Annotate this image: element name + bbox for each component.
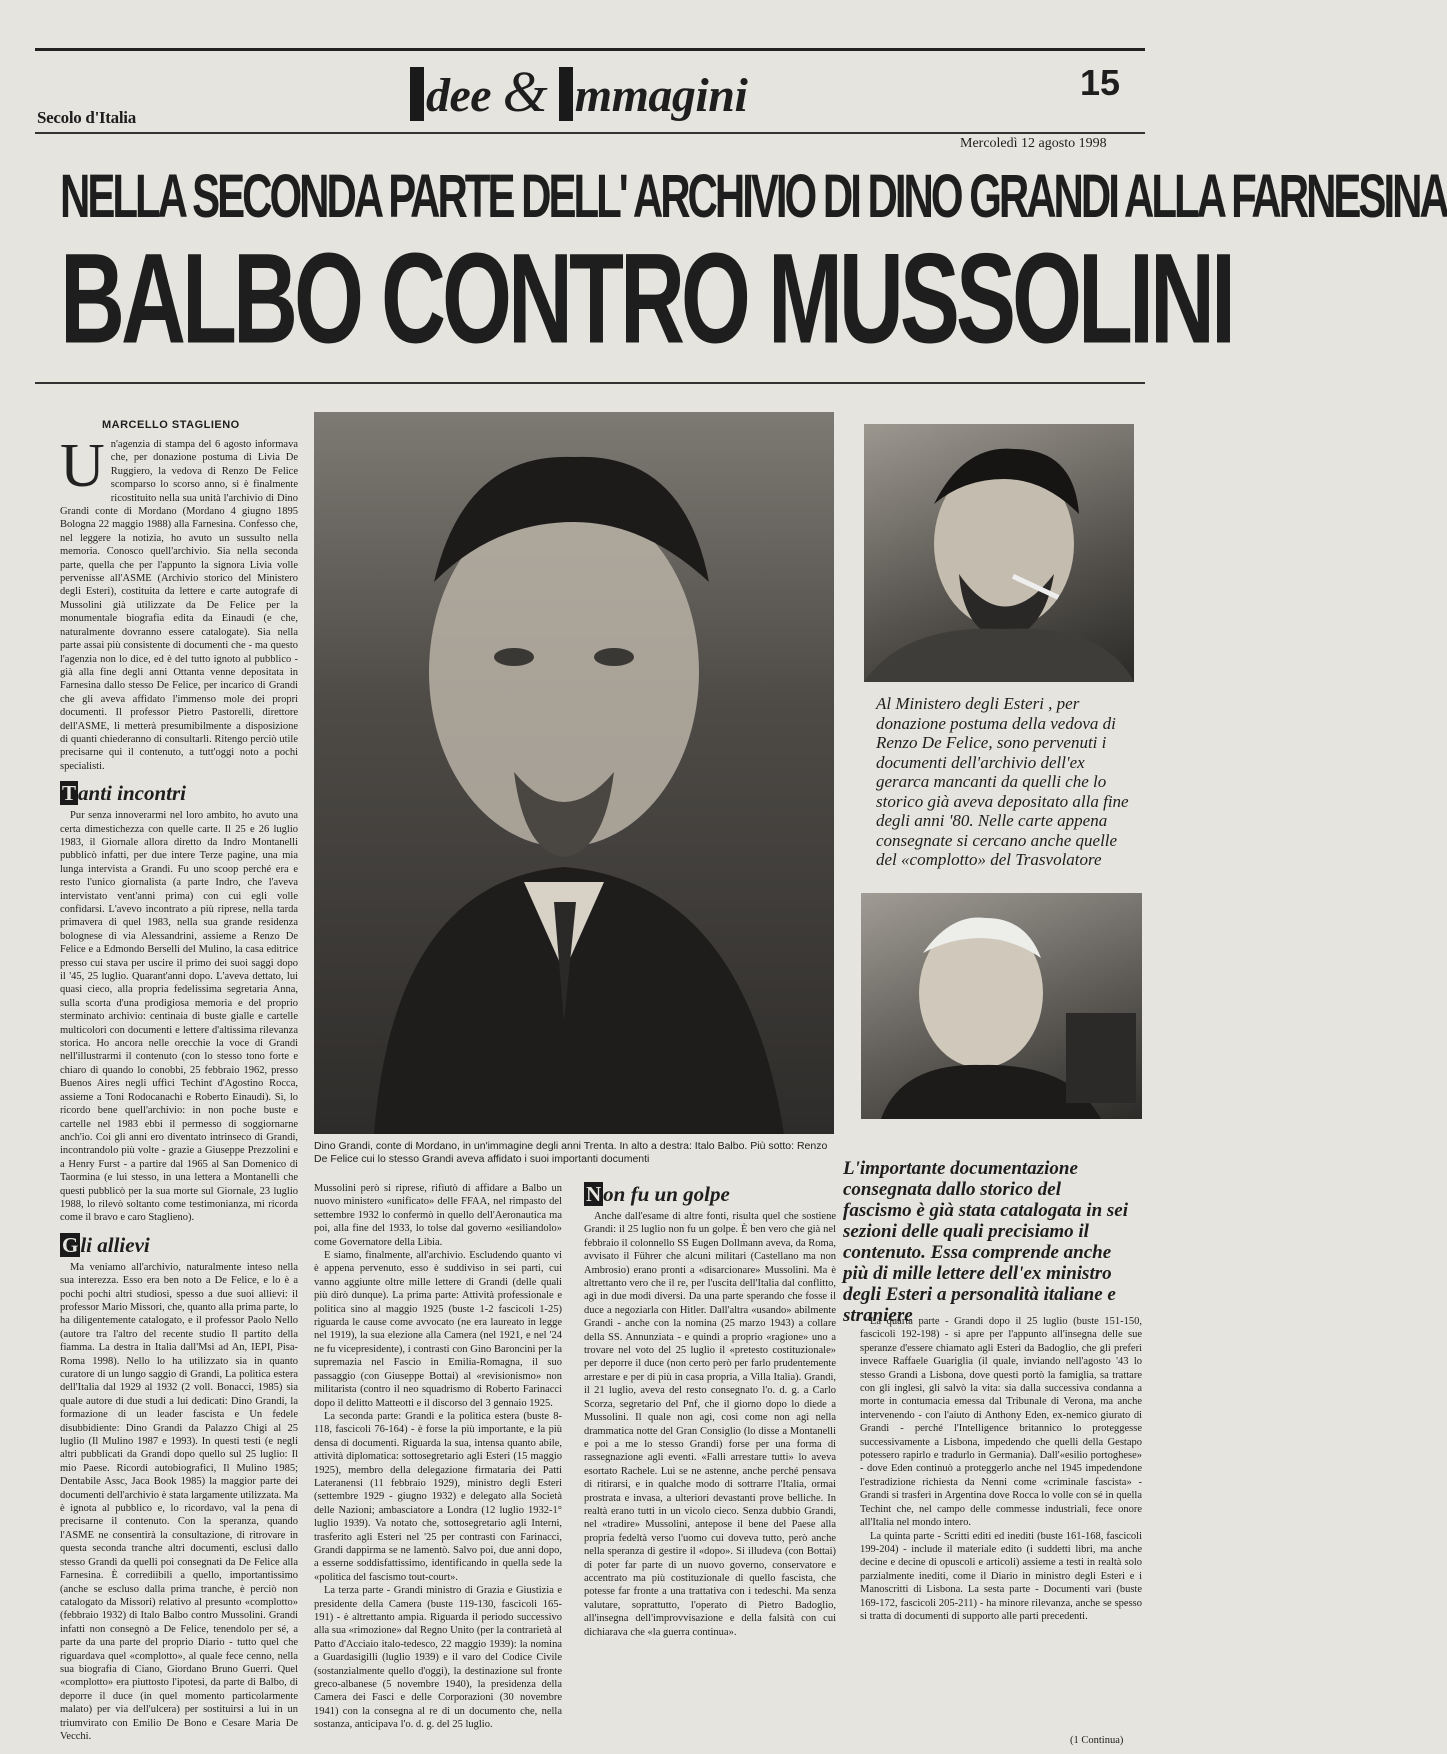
paragraph: La seconda parte: Grandi e la politica estera (buste 8-118, fascicoli 76-164) - è forse la più importante, e la più densa di documenti. Riguarda la sua, intensa quanto abile, attività diplomatica: sottosegretario agli Esteri (15 maggio 1925), membro della delegazione firmataria dei Patti Lateranensi (11 febbraio 1929), ministro degli Esteri (settembre 1929 - giugno 1932) e delegato alla Società delle Nazioni; ambasciatore a Londra (12 luglio 1932-1° luglio 1939). Va notato che, sottosegretario agli Interni, trasferito agli Esteri nel '25 per contrasti con Farinacci, Grandi dappirma se ne lamentò. Salvo poi, due anni dopo, a esserne soddisfattissimo, identificando in quella sede la «politica del fascismo tout-court». — [314, 1410, 562, 1583]
portrait-de-felice-icon — [861, 893, 1142, 1119]
paragraph: Pur senza innoverarmi nel loro ambito, ho avuto una certa dimestichezza con quelle carte. Il 25 e 26 luglio 1983, il Giornale allora diretto da Indro Montanelli pubblicò infatti, per due intere Terze pagine, una mia lunga intervista a Grandi. Fu uno scoop perché era e resto l'unico giornalista (a parte Indro, che l'aveva intervistato vent'anni prima) con cui egli volle confidarsi. L'avevo incontrato a più riprese, nella tarda primavera di quel 1983, nella sua grande residenza bolognese di via Alessandrini, assieme a Renzo De Felice e a Edmondo Berselli del Mulino, la casa editrice presso cui stava per uscire il primo dei suoi saggi dopo il '45, 25 luglio. Quarant'anni dopo. L'aveva dettato, lui quasi cieco, alla propria fedelissima segretaria Anna, sulla scorta d'una prodigiosa memoria e del proprio sterminato archivio: centinaia di buste gialle e cartelle multicolori con documenti e lettere d'altissima rilevanza storica. Ho ancora nelle orecchie la voce di Grandi nell'illustrarmi il contenuto (con lo stesso tono forte e chiaro di quando lo conobbi, 25 febbraio 1962, presso Buenos Aires negli uffici Techint d'Agostino Rocca, assieme a Toni Rodocanachi e Roberto Einaudi). Sì, lo ricordo bene quell'archivio: in non poche buste e cartelle nel 1983 ebbi il permesso di soggiornarne anch'io. Coi gli anni ero diventato intrinseco di Grandi, incontrandolo più volte - grazie a Giuseppe Prezzolini e a Henry Furst - a partire dal 1965 al San Domenico di Taormina (e lui stesso, in una lettera a Montanelli che questi pubblicò per la sua morte sul Giornale, 23 luglio 1988, lo rilevò soltanto come testimonianza, mi ricorda come il bravo e caro Staglieno). — [60, 810, 298, 1224]
paragraph: La quinta parte - Scritti editi ed inediti (buste 161-168, fascicoli 199-204) - include il materiale edito (i suddetti libri, ma anche decine e decine di opuscoli e articoli) assieme a testi in realtà solo parzialmente inediti, come il Diario in ministro degli Esteri e i Manoscritti di Lisbona. La sesta parte - Documenti vari (buste 169-172, fascicoli 205-211) - ha minore rilevanza, anche se spesso si tratta di documenti di supporto alle parti precedenti. — [860, 1530, 1142, 1622]
subhead-initial: N — [586, 1182, 602, 1206]
main-photo-caption: Dino Grandi, conte di Mordano, in un'immagine degli anni Trenta. In alto a destra: Italo Balbo. Più sotto: Renzo De Felice cui lo stesso Grandi aveva affidato i suoi importanti documenti — [314, 1140, 828, 1165]
byline: MARCELLO STAGLIENO — [102, 419, 240, 431]
column-2 — [314, 1182, 562, 1752]
column-1 — [60, 432, 298, 1752]
section-title-bar-i2 — [559, 67, 573, 121]
headline-rule — [35, 382, 1145, 384]
paragraph: Ma veniamo all'archivio, naturalmente inteso nella sua interezza. Esso era ben noto a De Felice, e lo è a pochi pochi altri studiosi, spesso a due suoi allievi: il professor Mario Missori, che, quanto alla prima parte, lo ha diligentemente catalogato, e il professor Paolo Nello (autore tra l'altro del recente studio Il partito della fiamma. La destra in Italia dall'Msi ad An, IEPI, Pisa-Roma 1998). Nello lo ha utilizzato sia in quanto curatore di un lungo saggio di Grandi, La politica estera dell'Italia dal 1929 al 1932 (2 voll. Bonacci, 1985) sia quale autore di due studi a lui dedicati: Dino Grandi, la formazione di un leader fascista e Un fedele disubbidiente: Dino Grandi da Palazzo Chigi al 25 luglio (Il Mulino 1987 e 1993). In questi testi (e negli altri pubblicati da Grandi dopo quello sul 25 luglio: Il mio Paese. Ricordi autobiografici, Il Mulino 1985; Dentabile Assc, Jaca Book 1985) la maggior parte dei documenti dell'archivio è stata largamente utilizzata. Ma è ignota al pubblico e, lo ricordavo, val la pena di precisarne il contenuto. Con la speranza, quando l'ASME ne consentirà la consultazione, di ritrovare in questa seconda tranche altri documenti, esclusi dallo stesso Grandi da quelli poi consegnati da De Felice alla Farnesina. È corrediibili a quello, importantissimo (anche se escluso dalla prima tranche, è perciò non catalogato da Missori) relativo al presunto «complotto» (febbraio 1932) di Italo Balbo contro Mussolini. Grandi infatti non consegnò a De Felice, tenendolo per sé, a parte da una parte del proprio Diario - tutto quel che riguardava quel «complotto», al quale fece cenno, nella sua biografia di Ciano, Giordano Bruno Guerri. Quel «complotto» era piuttosto l'ipotesi, da parte di Balbo, di deporre il duce (in quel momento particolarmente malato) per via dell'ulcera) per sostituirsi a lui in un triumvirato con Emilio De Bono e Cesare Maria De Vecchi. — [60, 1261, 298, 1742]
newspaper-logo: Secolo d'Italia — [37, 108, 136, 127]
paragraph: Anche dall'esame di altre fonti, risulta quel che sostiene Grandi: il 25 luglio non fu un golpe. È ben vero che già nel febbraio il colonnello SS Eugen Dollmann aveva, da Roma, avvisato il Führer che alcuni militari (Castellano ma non Ambrosio) erano pronti a «disarcionare» Mussolini. Ma è altrettanto vero che il re, per l'uscita dell'Italia dal conflitto, agì in due modi diversi. Da una parte sperando che fosse il duce a negoziarla con Hitler. Dall'altra «usando» abilmente Grandi - anche con la nomina (25 marzo 1943) a collare della SS. Annunziata - e quindi a proprio «ragione» uno a trovare nel voto del 25 luglio il «pretesto costituzionale» per deporre il duce (non certo però per farlo prudentemente arrestare e per di più in casa propria, a Villa Italia). Grandi, il 21 luglio, aveva del resto consegnato l'o. d. g. a Carlo Scorza, segretario del Pnf, che il giorno dopo lo diede a Mussolini. Il quale non agì, così come non agì nella drammatica notte del Gran Consiglio (lo disse a Montanelli e poi a me lo stesso Grandi) forse per una forma di rassegnazione agli eventi. «Falli arrestare tutti» lo aveva esortato Rachele. Lui se ne astenne, anche perché pensava di ritirarsi, e in qualche modo di sottrarre l'Italia, ormai prostrata e invasa, a ulteriori devastanti prove belliche. In realtà erano tutti in un vicolo cieco. Senza dubbio Grandi, nel «tradire» Mussolini, antepose il bene del Paese alla propria fedeltà verso l'uomo cui doveva tutto, però anche nella speranza di gestire il «dopo». Si illudeva (con Bottai) di poter far parte di un nuovo governo, conservatore e accentrato ma più costituzionale di quello fascista, che potesse far fronte a una trattativa con i tedeschi. Ma senza valutare, soprattutto, l'operato di Pietro Badoglio, all'insegna dell'improvvisazione e della falsità con cui dichiarava che «la guerra continua». — [584, 1211, 836, 1638]
section-title-part1: dee — [426, 69, 492, 122]
paragraph: n'agenzia di stampa del 6 agosto informava che, per donazione postuma di Livia De Ruggiero, la vedova di Renzo De Felice scomparso lo scorso anno, si è finalmente ricostituito nella sua unità l'archivio di Dino Grandi conte di Mordano (Mordano 4 giugno 1895 Bologna 22 maggio 1988) alla Farnesina. Confesso che, nel leggere la notizia, ho avuto un sussulto nella memoria. Conosco quell'archivio. Sia nella seconda parte, quella che per l'appunto la signora Livia volle pervenisse all'ASME (Archivio storico del Ministero degli Esteri), costituita da lettere e carte autografe di Mussolini già utilizzate da De Felice per la monumentale biografia edita da Einaudi (e che, naturalmente dovranno essere catalogate). Sia nella parte assai più consistente di documenti che - ma questo l'agenzia non lo dice, ed è del tutto ignoto al pubblico - già alla fine degli anni Ottanta venne depositata in Farnesina dallo stesso De Felice, per incarico di Grandi che gli aveva affidato l'immenso mole dei propri documenti. Il professor Pietro Pastorelli, direttore dell'ASME, li metterà presumibilmente a disposizione di quanti chiederanno di consultarli. Ritengo perciò utile precisarne qui il contenuto, a tutt'oggi noto a pochi specialisti. — [60, 439, 298, 772]
page-number: 15 — [1080, 62, 1121, 103]
issue-date: Mercoledì 12 agosto 1998 — [960, 136, 1107, 151]
callout-quote-2: L'importante documentazione consegnata dallo storico del fascismo è già stata catalogata in sei sezioni delle quali precisiamo il contenuto. Essa comprende anche più di mille lettere dell'ex ministro degli Esteri a personalità italiane e straniere — [843, 1158, 1128, 1326]
paragraph: La terza parte - Grandi ministro di Grazia e Giustizia e presidente della Camera (buste 119-130, fascicoli 165-191) - è altrettanto ampia. Riguarda il periodo successivo alla sua «rimozione» dal Regno Unito (per la contrarietà al Patto d'Acciaio italo-tedesco, 22 maggio 1939): la nomina a Guardasigilli (luglio 1939) e il varo del Codice Civile (sostanzialmente quello d'oggi), la destinazione sul fronte greco-albanese (5 novembre 1940), la presidenza della Camera dei Fasci e delle Corporazioni (30 novembre 1941) con la consegna al re di un documento che, nella sostanza, anticipava l'o. d. g. del 25 luglio. — [314, 1585, 562, 1731]
photo-dino-grandi — [314, 412, 834, 1134]
section-title-ampersand: & — [502, 59, 548, 124]
photo-italo-balbo — [864, 424, 1134, 682]
portrait-silhouette-icon — [314, 412, 834, 1134]
subhead-text: anti incontri — [78, 781, 186, 806]
subhead-initial: G — [62, 1232, 79, 1257]
photo-renzo-de-felice — [861, 893, 1142, 1119]
article-headline: BALBO CONTRO MUSSOLINI — [60, 228, 1232, 371]
masthead-bottom-rule — [35, 132, 1145, 134]
subhead-tanti-incontri — [60, 781, 298, 805]
masthead-top-rule — [35, 48, 1145, 51]
section-title-part2: mmagini — [574, 69, 748, 122]
continua-note: (1 Continua) — [1070, 1735, 1124, 1746]
subhead-text: on fu un golpe — [603, 1182, 730, 1206]
portrait-balbo-icon — [864, 424, 1134, 682]
column-4 — [860, 1315, 1142, 1735]
callout-quote-1: Al Ministero degli Esteri , per donazione postuma della vedova di Renzo De Felice, sono pervenuti i documenti dell'archivio dell'ex gerarca mancanti da quelli che lo storico già aveva depositato alla fine degli anni '80. Nelle carte appena consegnate si cercano anche quelle del «complotto» del Trasvolatore — [876, 694, 1129, 869]
subhead-text: li allievi — [80, 1232, 150, 1257]
paragraph: Mussolini però si riprese, rifiutò di affidare a Balbo un nuovo ministero «unificato» delle FFAA, nel rimpasto del settembre 1932 lo confermò in quello dell'Aeronautica ma poi, alla fine del 1933, lo tolse dal governo «esiliandolo» come Governatore della Libia. — [314, 1183, 562, 1248]
column-3 — [584, 1182, 836, 1752]
article-kicker: NELLA SECONDA PARTE DELL' ARCHIVIO DI DINO GRANDI ALLA FARNESINA — [60, 161, 1447, 230]
section-title — [410, 58, 747, 125]
subhead-initial: T — [62, 781, 77, 806]
subhead-non-fu-un-golpe — [584, 1182, 836, 1206]
drop-cap: U — [60, 432, 105, 500]
subhead-gli-allievi — [60, 1233, 298, 1257]
paragraph: E siamo, finalmente, all'archivio. Escludendo quanto vi è appena pervenuto, esso è suddiviso in sei parti, cui vanno aggiunte oltre mille lettere di Grandi (delle quali più dirò dunque). La prima parte: Attività professionale e politica sino al maggio 1925 (buste 1-2 fascicoli 1-25) riguarda le cause come avvocato (ne era laureato in legge nel 1919), la sua elezione alla Camera (nel 1921, e nel '24 ne fu vicepresidente), i contrasti con Gino Baroncini per la supremazia nel Fascio in Emilia-Romagna, il suo passaggio (con Giuseppe Bottai) al «revisionismo» non militarista (contro il neo squadrismo di Roberto Farinacci dopo il delitto Matteotti e il discorso del 3 gennaio 1925. — [314, 1250, 562, 1409]
section-title-bar-i — [410, 67, 424, 121]
paragraph: La quarta parte - Grandi dopo il 25 luglio (buste 151-150, fascicoli 192-198) - si apre per l'appunto all'insegna delle sue speranze d'essere chiamato agli Esteri da Badoglio, che gli preferì invece Raffaele Guariglia (il quale, inviando nell'agosto '43 lo stesso Grandi a Lisbona, dove questi portò la famiglia, sa trattare con gli inglesi, gli salvò la vita: sia dalla successiva condanna a morte in contumacia emessa dal Tribunale di Verona, ma anche intervenendo - con l'aiuto di Anthony Eden, ex-nemico giurato di Grandi - perché l'Intelligence britannico lo proteggesse successivamente a Lisbona, impedendo che quelli della Gestapo potessero rapirlo e tradurlo in Germania). Dall'«esilio portoghese» - dove Eden continuò a proteggerlo anche nel 1945 impedendone l'estradizione richiesta da Nenni come «criminale fascista» - Grandi si trasferì in Argentina dove Rocca lo volle con sé in quella Techint che, nel campo delle commesse industriali, fece onore all'Italia nel mondo intero. — [860, 1316, 1142, 1529]
